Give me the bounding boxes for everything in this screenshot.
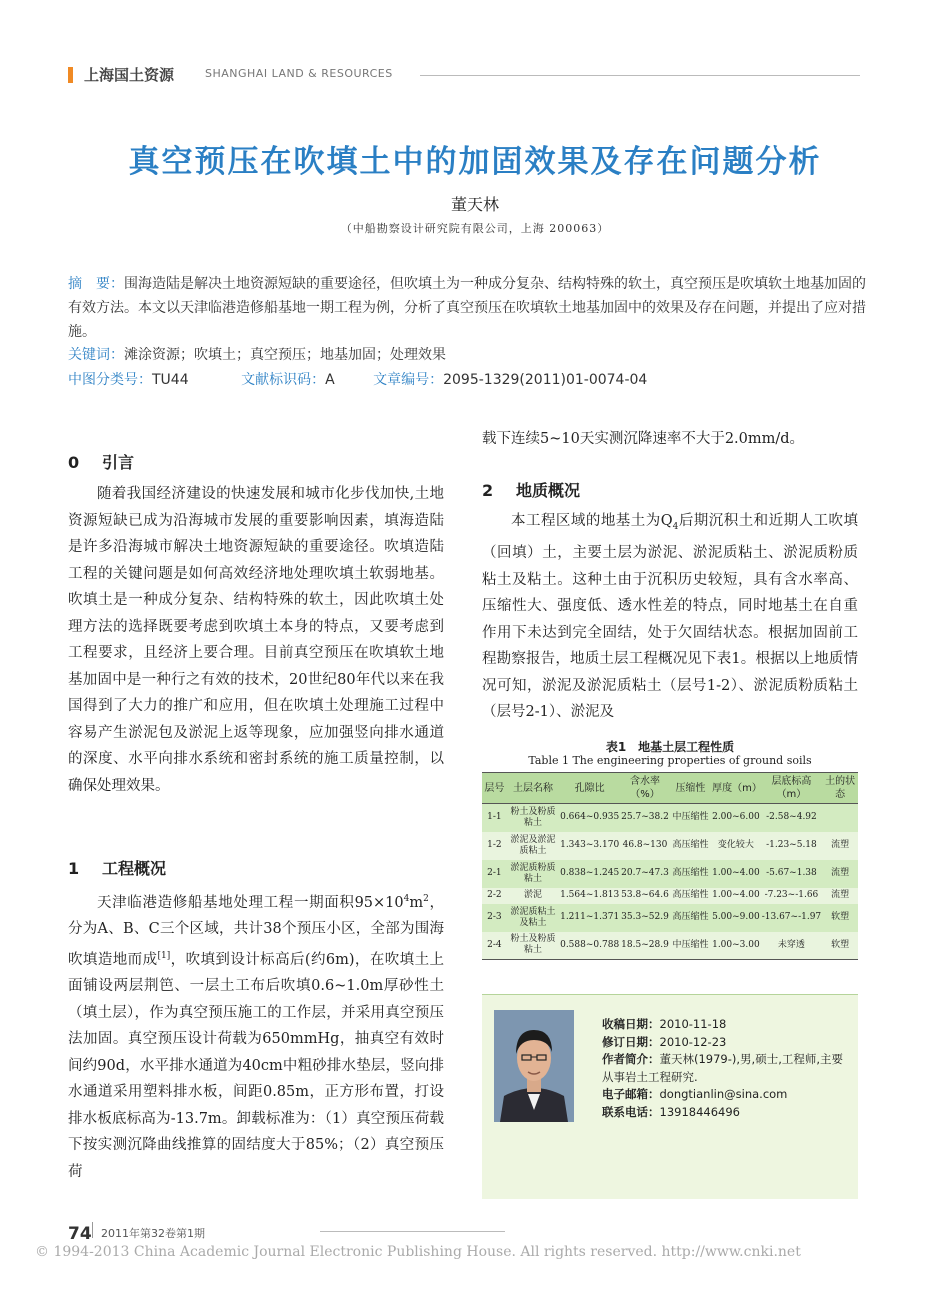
issue-info: 2011年第32卷第1期	[101, 1227, 205, 1240]
header-accent-bar	[68, 67, 73, 83]
table-row: 2-1 淤泥质粉质粘土 0.838~1.245 20.7~47.3 高压缩性 1.00~4.00 -5.67~1.38 流塑	[482, 860, 858, 888]
copyright-notice: © 1994-2013 China Academic Journal Electronic Publishing House. All rights reserved. http://www.cnki.net	[35, 1244, 801, 1260]
doc-code-label: 文献标识码：	[241, 372, 326, 388]
col-header: 土层名称	[507, 773, 559, 804]
author-phone: 联系电话：13918446496	[602, 1104, 740, 1119]
footer-divider	[92, 1222, 93, 1238]
footer-rule	[320, 1231, 505, 1232]
table-row: 2-4 粉土及粉质粘土 0.588~0.788 18.5~28.9 中压缩性 1.00~3.00 未穿透 软塑	[482, 932, 858, 960]
col-header: 孔隙比	[559, 773, 620, 804]
table-row: 2-2 淤泥 1.564~1.813 53.8~64.6 高压缩性 1.00~4.00 -7.23~-1.66 流塑	[482, 888, 858, 904]
col-header: 土的状态	[822, 773, 858, 804]
article-no-label: 文章编号：	[373, 372, 444, 388]
col-header: 层号	[482, 773, 507, 804]
section-1-continuation: 载下连续5~10天实测沉降速率不大于2.0mm/d。	[482, 431, 805, 447]
revised-date: 修订日期：2010-12-23	[602, 1034, 727, 1049]
author-email: 电子邮箱：dongtianlin@sina.com	[602, 1087, 788, 1101]
keywords-text: 滩涂资源；吹填土；真空预压；地基加固；处理效果	[124, 347, 446, 363]
col-header: 厚度（m）	[711, 773, 761, 804]
classification-line	[68, 369, 868, 389]
author-bio: 作者简介：董天林(1979-),男,硕士,工程师,主要从事岩土工程研究.	[602, 1052, 844, 1084]
table-row: 1-1 粉土及粉质粘土 0.664~0.935 25.7~38.2 中压缩性 2.00~6.00 -2.58~4.92	[482, 804, 858, 832]
abstract	[68, 272, 868, 344]
journal-name-en: SHANGHAI LAND & RESOURCES	[205, 67, 393, 80]
section-2-heading: 2 地质概况	[482, 481, 581, 500]
section-0-body: 随着我国经济建设的快速发展和城市化步伐加快,土地资源短缺已成为沿海城市发展的重要影响因素，填海造陆是许多沿海城市解决土地资源短缺的重要途径。吹填造陆工程的关键问题是如何高效经济地处理吹填土软弱地基。吹填土是一种成分复杂、结构特殊的软土，因此吹填土处理方法的选择既要考虑到吹填土本身的特点，又要考虑到工程要求，且经济上要合理。目前真空预压在吹填软土地基加固中是一种行之有效的技术，20世纪80年代以来在我国得到了大力的推广和应用，但在吹填土处理施工过程中容易产生淤泥包及淤泥上返等现象，应加强竖向排水通道的深度、水平向排水系统和密封系统的施工质量控制，以确保处理效果。	[68, 486, 444, 794]
clc-label: 中图分类号：	[68, 372, 152, 388]
article-title: 真空预压在吹填土中的加固效果及存在问题分析	[128, 144, 822, 180]
affiliation: （中船勘察设计研究院有限公司，上海 200063）	[340, 222, 610, 235]
section-1-body: 天津临港造修船基地处理工程一期面积$95\times 10^4m^2$，分为A、B、C三个区域，共计38个预压小区，全部为围海吹填造地而成[1]，吹填到设计标高后(约6m)，在吹填土上面铺设两层荆笆、一层土工布后吹填0.6~1.0m厚砂性土（填土层），作为真空预压施工的工作层，并采用真空预压法加固。真空预压设计荷载为650mmHg，抽真空有效时间约90d，水平排水通道为40cm中粗砂排水垫层，竖向排水通道采用塑料排水板，间距0.85m，正方形布置，打设排水板底标高为-13.7m。卸载标准为：（1）真空预压荷载下按实测沉降曲线推算的固结度大于85%；（2）真空预压荷	[68, 894, 445, 1180]
col-header: 含水率（%）	[620, 773, 670, 804]
col-header: 层底标高（m）	[761, 773, 822, 804]
clc-value: TU44	[152, 372, 189, 388]
author-info	[602, 1016, 852, 1121]
author-portrait-icon	[494, 1010, 574, 1122]
author-name: 董天林	[450, 195, 499, 214]
keywords-label: 关键词：	[68, 347, 124, 363]
keywords	[68, 344, 446, 364]
table-title-cn: 表1 地基土层工程性质	[605, 740, 735, 754]
reference-1[interactable]: [1]	[157, 950, 171, 961]
col-header: 压缩性	[670, 773, 711, 804]
soil-properties-table	[482, 772, 858, 960]
author-photo	[494, 1010, 574, 1122]
abstract-label: 摘 要：	[68, 276, 124, 292]
table-header-row	[482, 773, 858, 804]
page-number: 74	[68, 1224, 92, 1244]
doc-code-value: A	[325, 372, 335, 388]
table-row: 2-3 淤泥质粘土及粘土 1.211~1.371 35.3~52.9 高压缩性 5.00~9.00 -13.67~-1.97 软塑	[482, 904, 858, 932]
received-date: 收稿日期：2010-11-18	[602, 1017, 727, 1031]
header-divider	[420, 75, 860, 76]
article-no-value: 2095-1329(2011)01-0074-04	[443, 372, 648, 388]
table-title-en: Table 1 The engineering properties of ground soils	[528, 754, 812, 767]
section-1-heading: 1 工程概况	[68, 859, 167, 878]
section-2-body: 本工程区域的地基土为$Q_4$后期沉积土和近期人工吹填（回填）土，主要土层为淤泥、淤泥质粘土、淤泥质粉质粘土及粘土。这种土由于沉积历史较短，具有含水率高、压缩性大、强度低、透水性差的特点，同时地基土在自重作用下未达到完全固结，处于欠固结状态。根据加固前工程勘察报告，地质土层工程概况见下表1。根据以上地质情况可知，淤泥及淤泥质粘土（层号1-2）、淤泥质粉质粘土（层号2-1）、淤泥及	[482, 513, 859, 721]
abstract-text: 围海造陆是解决土地资源短缺的重要途径，但吹填土为一种成分复杂、结构特殊的软土，真空预压是吹填软土地基加固的有效方法。本文以天津临港造修船基地一期工程为例，分析了真空预压在吹填软土地基加固中的效果及存在问题，并提出了应对措施。	[68, 276, 866, 340]
journal-name-cn: 上海国土资源	[84, 66, 175, 84]
section-0-heading: 0 引言	[68, 453, 135, 472]
table-row: 1-2 淤泥及淤泥质粘土 1.343~3.170 46.8~130 高压缩性 变化较大 -1.23~5.18 流塑	[482, 832, 858, 860]
